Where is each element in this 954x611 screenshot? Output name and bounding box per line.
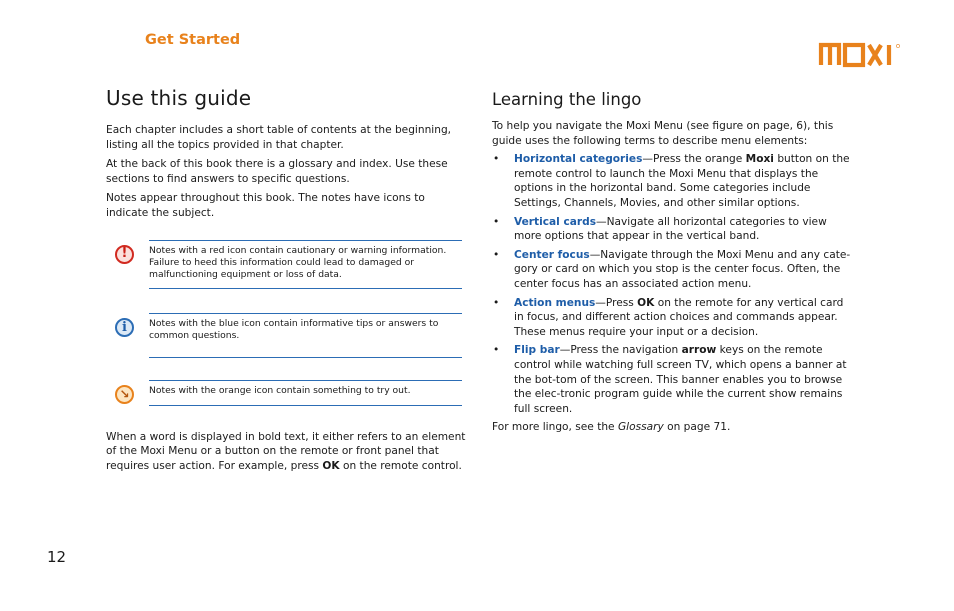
try-it-note — [119, 380, 462, 406]
paragraph: At the back of this book there is a glossary and index. Use these sections to find answers to specific questions. — [106, 158, 448, 185]
use-this-guide-section — [106, 86, 470, 479]
terms-list — [492, 152, 856, 416]
note-text: Notes with a red icon contain cautionary or warning information. Failure to heed this information could lead to damaged or malfunctioning equipment or loss of data. — [149, 244, 447, 280]
list-item: • Action menus—Press OK on the remote for any vertical card in focus, and different action choices and commands appear. These menus require your input or a decision. — [492, 296, 856, 340]
list-item: • Vertical cards—Navigate all horizontal categories to view more options that appear in the vertical band. — [492, 215, 856, 244]
warning-note — [121, 240, 462, 290]
intro-paragraph: To help you navigate the Moxi Menu (see figure on page, 6), this guide uses the following terms to describe menu elements: — [492, 120, 834, 147]
paragraph: Notes appear throughout this book. The notes have icons to indicate the subject. — [106, 192, 425, 219]
try-it-icon: ↘ — [115, 385, 134, 404]
paragraph: Each chapter includes a short table of contents at the beginning, listing all the topics provided in that chapter. — [106, 124, 452, 151]
moxi-logo — [818, 40, 902, 68]
note-text: Notes with the blue icon contain informative tips or answers to common questions. — [149, 318, 439, 342]
list-item: • Flip bar—Press the navigation arrow keys on the remote control while watching full screen TV, which opens a banner at the bot-tom of the screen. This banner enables you to browse the elec-tronic program guide while the current show remains full screen. — [492, 343, 856, 416]
term-action-menus: Action menus — [514, 296, 596, 309]
section-title: Learning the lingo — [492, 90, 642, 109]
list-item: • Horizontal categories—Press the orange Moxi button on the remote control to launch the Moxi Menu that displays the options in the horizontal band. Some categories include Settings, Channels, Movies, and other similar options. — [492, 152, 856, 210]
outro-paragraph: For more lingo, see the Glossary on page 71. — [492, 421, 731, 434]
term-vertical-cards: Vertical cards — [514, 215, 597, 228]
info-note — [122, 313, 462, 357]
term-center-focus: Center focus — [514, 248, 590, 261]
section-label: Get Started — [145, 32, 241, 48]
warning-icon: ! — [115, 245, 134, 264]
ok-key-label: OK — [322, 459, 340, 472]
term-horizontal-categories: Horizontal categories — [514, 153, 643, 166]
page-number: 12 — [47, 548, 67, 566]
section-title: Use this guide — [106, 86, 252, 110]
learning-the-lingo-section — [492, 86, 856, 440]
term-flip-bar: Flip bar — [514, 344, 560, 357]
bold-text-paragraph: When a word is displayed in bold text, it either refers to an element of the Moxi Menu or a button on the remote or front panel that requires user action. For example, press OK on the remote control. — [106, 430, 466, 472]
list-item: • Center focus—Navigate through the Moxi Menu and any cate-gory or card on which you stop is the center focus. Often, the center focus has an associated action menu. — [492, 248, 856, 292]
glossary-reference: Glossary — [617, 421, 664, 434]
note-text: Notes with the orange icon contain something to try out. — [149, 384, 411, 396]
info-icon: i — [115, 318, 134, 337]
